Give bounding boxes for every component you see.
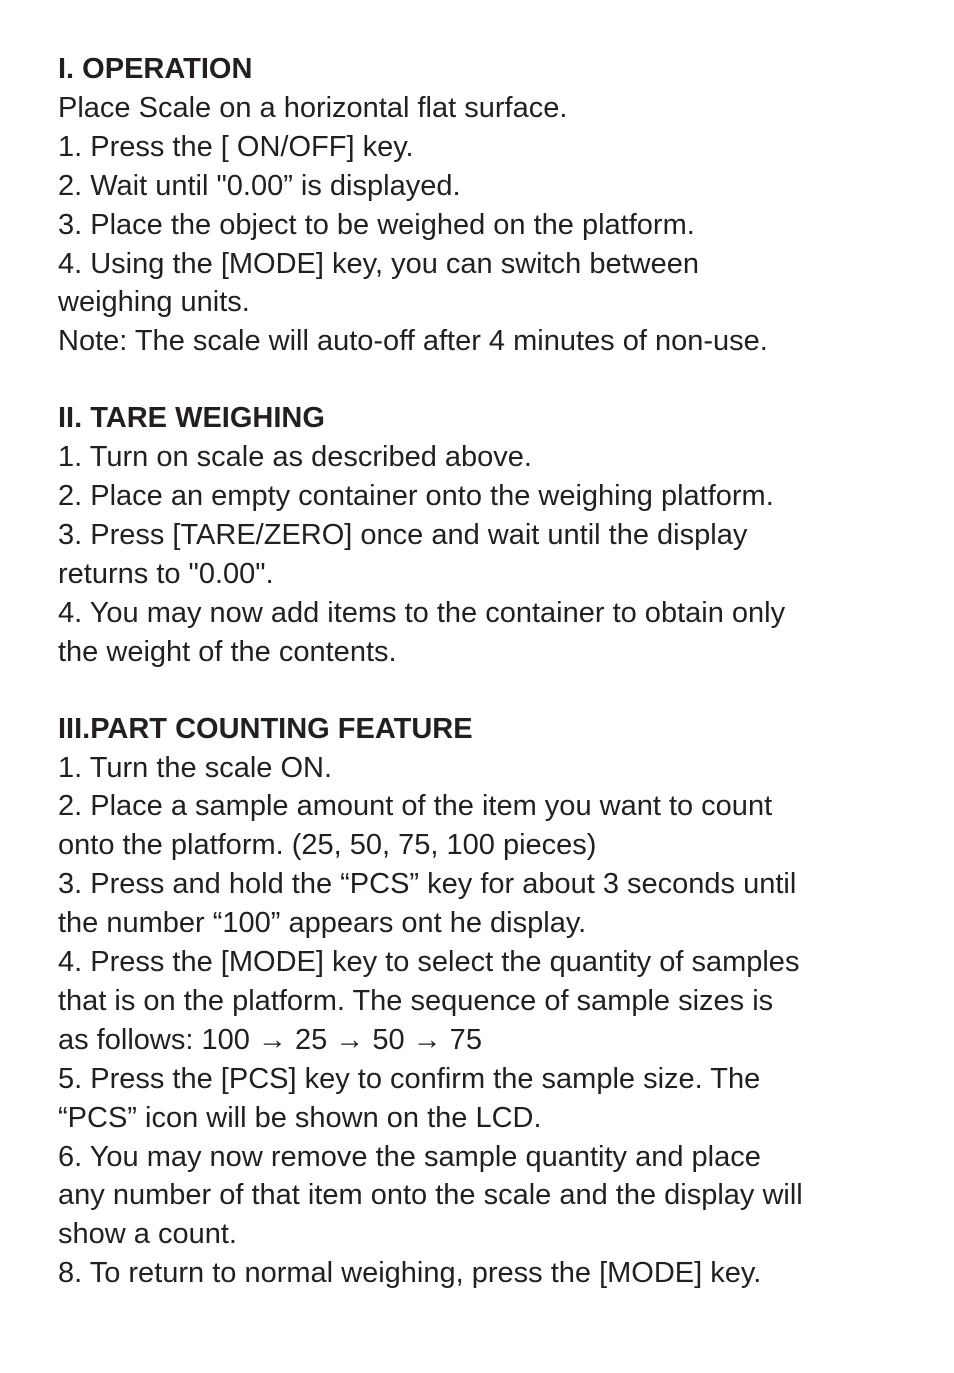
text-line: any number of that item onto the scale and the display will <box>58 1179 803 1212</box>
text-line: as follows: 100 → 25 → 50 → 75 <box>58 1023 482 1056</box>
text-line: 1. Press the [ ON/OFF] key. <box>58 130 414 163</box>
text-line: show a count. <box>58 1218 237 1251</box>
text-line: 4. You may now add items to the container to obtain only <box>58 596 786 629</box>
section-heading: II. TARE WEIGHING <box>58 402 325 435</box>
text-line: onto the platform. (25, 50, 75, 100 pieces) <box>58 829 597 862</box>
text-line: 6. You may now remove the sample quantity and place <box>58 1140 761 1173</box>
text-line: the weight of the contents. <box>58 635 397 668</box>
text-line: weighing units. <box>58 286 250 319</box>
text-line: that is on the platform. The sequence of sample sizes is <box>58 984 774 1017</box>
text-line: the number “100” appears ont he display. <box>58 907 587 940</box>
text-line: 2. Place an empty container onto the weighing platform. <box>58 480 774 513</box>
text-line: returns to "0.00". <box>58 557 274 590</box>
text-line: 8. To return to normal weighing, press the [MODE] key. <box>58 1257 762 1290</box>
text-line: 1. Turn the scale ON. <box>58 751 333 784</box>
text-line: 4. Press the [MODE] key to select the quantity of samples <box>58 946 800 979</box>
text-line: 1. Turn on scale as described above. <box>58 441 532 474</box>
text-line: Place Scale on a horizontal flat surface. <box>58 91 568 124</box>
text-line: 5. Press the [PCS] key to confirm the sample size. The <box>58 1062 761 1095</box>
text-line: “PCS” icon will be shown on the LCD. <box>58 1101 542 1134</box>
section-operation <box>58 50 938 361</box>
text-line: 4. Using the [MODE] key, you can switch between <box>58 247 699 280</box>
section-tare-weighing <box>58 399 938 671</box>
text-line: 3. Press and hold the “PCS” key for about 3 seconds until <box>58 868 797 901</box>
text-line: 2. Wait until "0.00” is displayed. <box>58 169 461 202</box>
section-part-counting <box>58 710 938 1294</box>
text-line: 3. Press [TARE/ZERO] once and wait until the display <box>58 518 748 551</box>
manual-page <box>58 50 938 1293</box>
text-line: Note: The scale will auto-off after 4 minutes of non-use. <box>58 325 768 358</box>
section-heading: III.PART COUNTING FEATURE <box>58 712 473 745</box>
section-heading: I. OPERATION <box>58 53 253 85</box>
text-line: 3. Place the object to be weighed on the platform. <box>58 208 695 241</box>
text-line: 2. Place a sample amount of the item you want to count <box>58 790 773 823</box>
